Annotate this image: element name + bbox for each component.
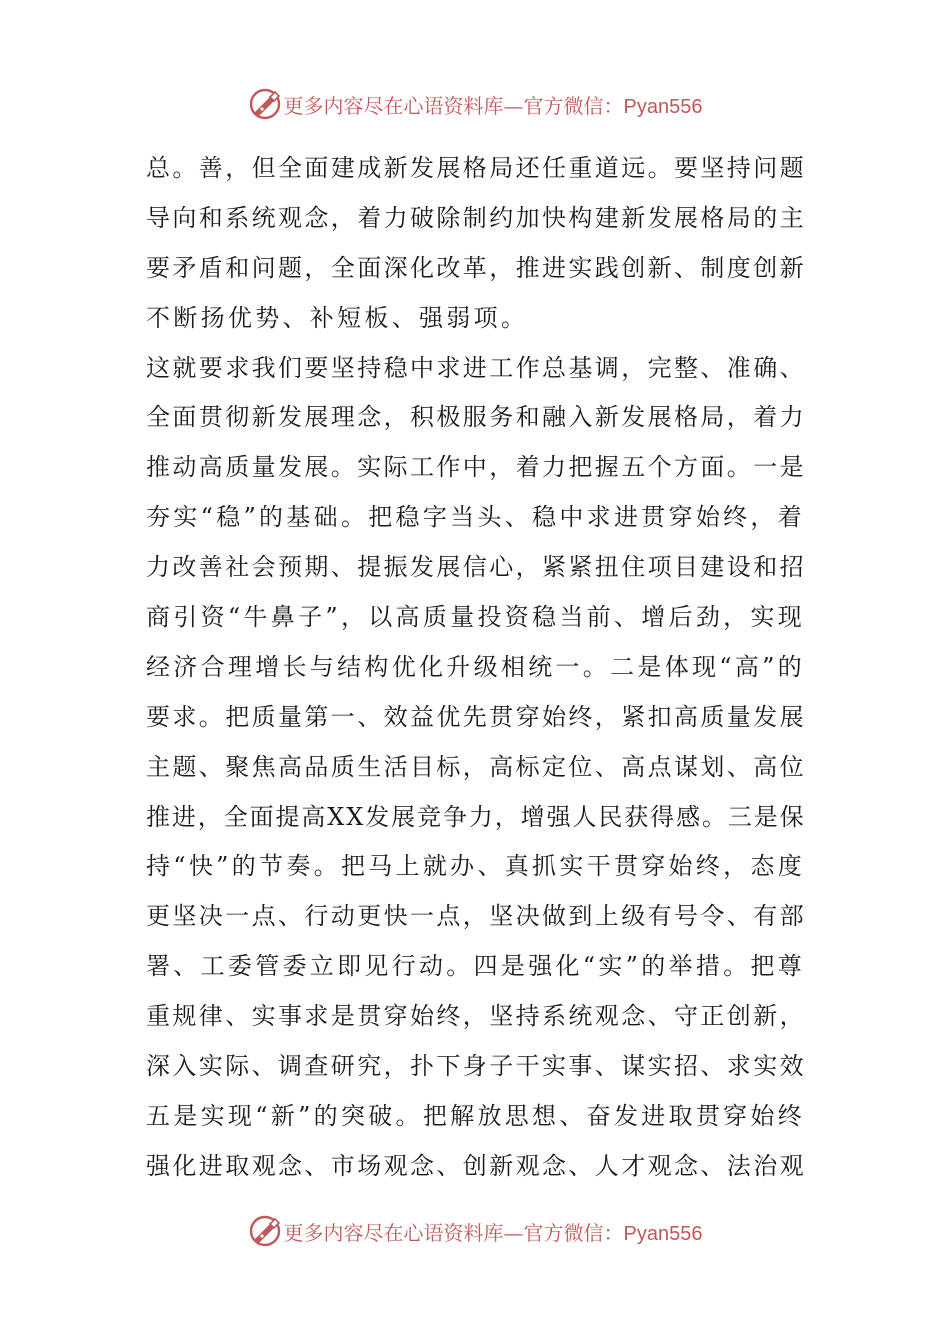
- text-line: 力改善社会预期、提振发展信心，紧紧扭住项目建设和招: [146, 553, 806, 582]
- text-line: 主题、聚焦高品质生活目标，高标定位、高点谋划、高位: [146, 752, 806, 781]
- text-line: 五是实现“新”的突破。把解放思想、奋发进取贯穿始终: [146, 1101, 806, 1130]
- document-body: [146, 144, 806, 1192]
- text-line: 不断扬优势、补短板、强弱项。: [146, 303, 529, 332]
- text-line: 总。善，但全面建成新发展格局还任重道远。要坚持问题: [146, 154, 806, 182]
- text-line: 商引资“牛鼻子”，以高质量投资稳当前、增后劲，实现: [146, 603, 806, 632]
- text-line: 深入实际、调查研究，扑下身子干实事、谋实招、求实效: [146, 1052, 806, 1081]
- text-line: 署、工委管委立即见行动。四是强化“实”的举措。把尊: [146, 952, 806, 981]
- text-line: 夯实“稳”的基础。把稳字当头、稳中求进贯穿始终，着: [146, 503, 806, 532]
- text-line: 重规律、实事求是贯穿始终，坚持系统观念、守正创新，: [146, 1002, 806, 1031]
- text-line: 要矛盾和问题，全面深化改革，推进实践创新、制度创新: [146, 253, 806, 282]
- text-line: 推进，全面提高XX发展竞争力，增强人民获得感。三是保: [146, 802, 806, 831]
- footer-watermark: [0, 1211, 950, 1251]
- text-line: 强化进取观念、市场观念、创新观念、人才观念、法治观: [146, 1151, 806, 1180]
- text-line: 这就要求我们要坚持稳中求进工作总基调，完整、准确、: [146, 353, 806, 382]
- text-line: 导向和系统观念，着力破除制约加快构建新发展格局的主: [146, 203, 806, 232]
- text-line: 全面贯彻新发展理念，积极服务和融入新发展格局，着力: [146, 403, 806, 432]
- pen-nib-logo-icon: [248, 87, 282, 121]
- header-watermark: [0, 84, 950, 124]
- text-line: 更坚决一点、行动更快一点，坚决做到上级有号令、有部: [146, 902, 806, 931]
- text-line: 要求。把质量第一、效益优先贯穿始终，紧扣高质量发展: [146, 702, 806, 731]
- watermark-text: 更多内容尽在心语资料库—官方微信：Pyan556: [283, 1220, 703, 1245]
- watermark-text: 更多内容尽在心语资料库—官方微信：Pyan556: [283, 93, 703, 118]
- text-line: 推动高质量发展。实际工作中，着力把握五个方面。一是: [146, 453, 806, 482]
- text-line: 持“快”的节奏。把马上就办、真抓实干贯穿始终，态度: [146, 852, 806, 881]
- pen-nib-logo-icon: [248, 1214, 282, 1248]
- text-line: 经济合理增长与结构优化升级相统一。二是体现“高”的: [146, 652, 806, 681]
